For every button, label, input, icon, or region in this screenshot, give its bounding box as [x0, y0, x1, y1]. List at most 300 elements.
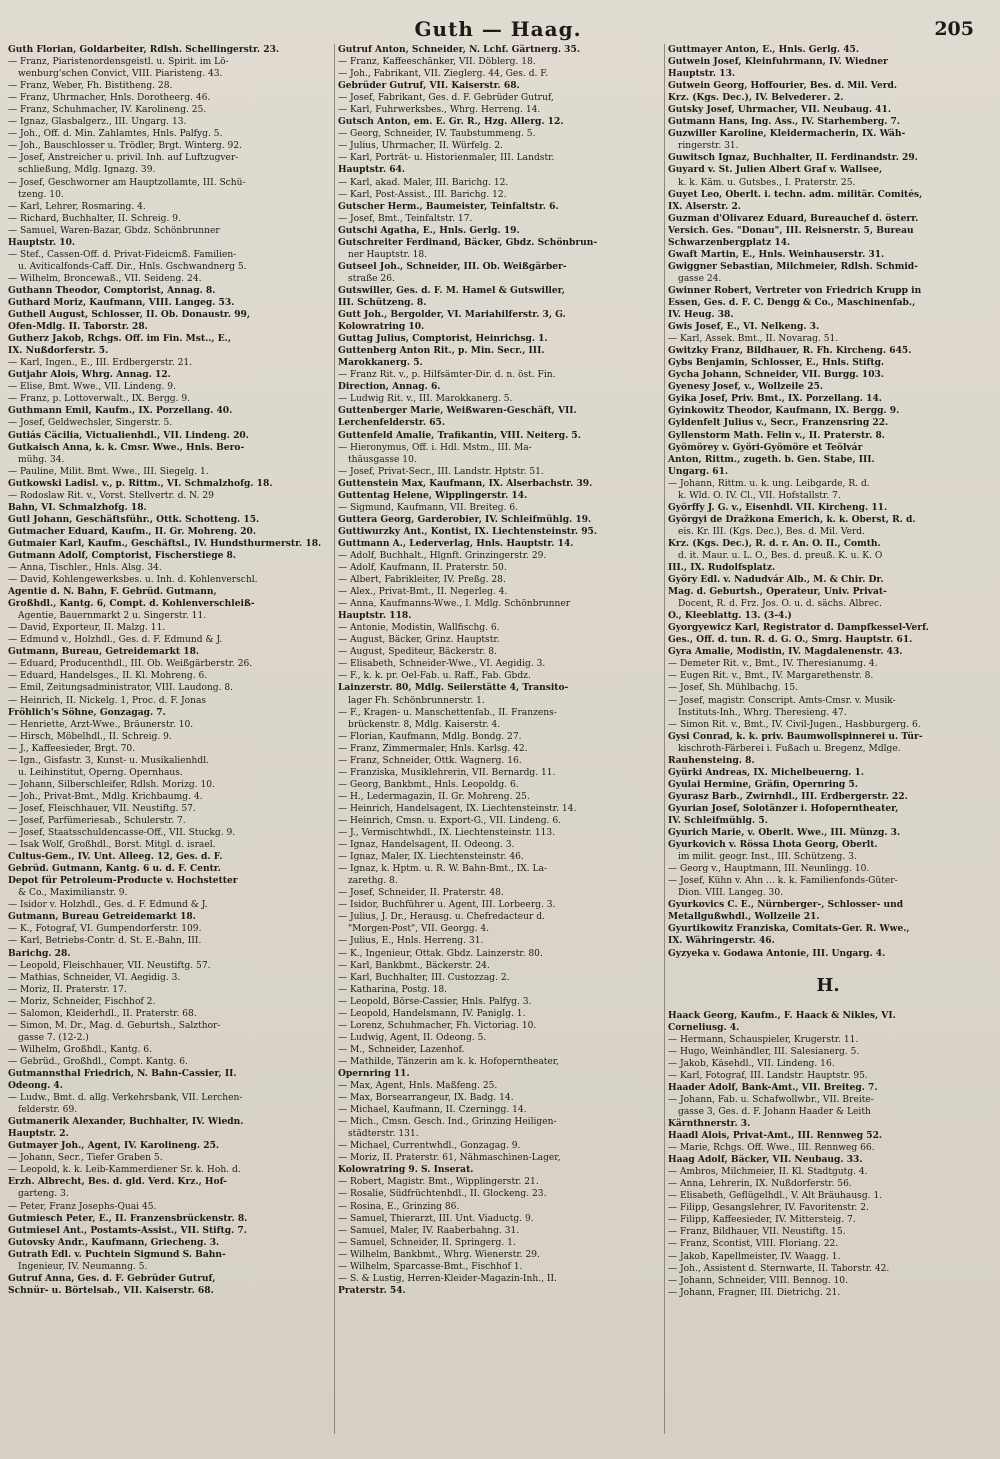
directory-entry: — Karl, Buchhalter, III. Custozzag. 2. [338, 972, 510, 983]
directory-entry: gasse 3, Ges. d. F. Johann Haader & Leith [678, 1106, 871, 1117]
directory-entry: — Karl, Lehrer, Rosmaring. 4. [8, 201, 146, 212]
directory-entry: — Elisabeth, Schneider-Wwe., VI. Aegidig. 3. [338, 659, 546, 670]
directory-entry: — Katharina, Postg. 18. [338, 984, 448, 995]
directory-entry: — Franziska, Musiklehrerin, VII. Bernardg. 11. [338, 767, 556, 778]
directory-entry: Hauptstr. 10. [8, 236, 76, 248]
directory-entry: — Leopold, Fleischhauer, VII. Neustiftg. 57. [8, 960, 211, 971]
directory-entry: — Marie, Rchgs. Off. Wwe., III. Rennweg 66. [668, 1143, 875, 1154]
directory-entry: Gutkaisch Anna, k. k. Cmsr. Wwe., Hnls. Bero- [8, 441, 245, 453]
directory-entry: — Karl, akad. Maler, III. Barichg. 12. [338, 177, 509, 188]
directory-entry: — Josef, Geschworner am Hauptzollamte, III. Schü- [8, 177, 246, 188]
directory-entry: — Franz, p. Lottoverwalt., IX. Bergg. 9. [8, 394, 191, 405]
directory-entry: — Franz, Schuhmacher, IV. Karolineng. 25. [8, 105, 207, 116]
directory-entry: Instituts-Inh., Whrg. Theresieng. 47. [678, 707, 847, 718]
directory-entry: — S. & Lustig, Herren-Kleider-Magazin-Inh., II. [338, 1273, 557, 1284]
directory-entry: Agentie d. N. Bahn, F. Gebrüd. Gutmann, [8, 586, 217, 598]
directory-entry: — Moriz, II. Praterstr. 61, Nähmaschinen-Lager, [338, 1153, 561, 1164]
directory-entry: — Michael, Currentwhdl., Gonzagag. 9. [338, 1141, 521, 1152]
directory-entry: — Adolf, Buchhalt., Hlgnft. Grinzingerstr. 29. [338, 550, 547, 561]
directory-entry: straße 26. [348, 273, 395, 284]
directory-entry: — Joh., Privat-Bmt., Mdlg. Krichbaumg. 4. [8, 791, 203, 802]
directory-entry: Gyömörey v. Györi-Gyömöre et Teölvár [668, 441, 863, 453]
directory-entry: — Elise, Bmt. Wwe., VII. Lindeng. 9. [8, 382, 176, 393]
directory-entry: — Ludwig Rit. v., III. Marokkanerg. 5. [338, 394, 513, 405]
directory-entry: — Julius, E., Hnls. Herreng. 31. [338, 936, 484, 947]
directory-entry: Guttentag Helene, Wipplingerstr. 14. [338, 489, 528, 501]
directory-entry: — Franz Rit. v., p. Hilfsämter-Dir. d. n. öst. Fin. [338, 370, 556, 381]
directory-entry: — Ignaz, k. Hptm. u. R. W. Bahn-Bmt., IX. La- [338, 864, 548, 875]
directory-entry: Haader Adolf, Bank-Amt., VII. Breiteg. 7. [668, 1081, 878, 1093]
directory-entry: — Anna, Lehrerin, IX. Nußdorferstr. 56. [668, 1179, 852, 1190]
directory-entry: Opernring 11. [338, 1067, 410, 1079]
directory-entry: Guttera Georg, Garderobier, IV. Schleifmühlg. 19. [338, 513, 592, 525]
directory-entry: Krz. (Kgs. Dec.), IV. Belvederег. 2. [668, 92, 844, 104]
directory-entry: III. Schützeng. 8. [338, 296, 427, 308]
directory-entry: Györgyi de Dražkona Emerich, k. k. Oberst, R. d. [668, 513, 916, 525]
directory-entry: — Hermann, Schauspieler, Krugerstr. 11. [668, 1034, 859, 1045]
directory-entry: Guth Florian, Goldarbeiter, Rdlsh. Schellingerstr. 23. [8, 44, 280, 55]
directory-entry: — Max, Borsearrangeur, IX. Badg. 14. [338, 1093, 514, 1104]
directory-entry: Gyurkovich v. Rössa Lhota Georg, Oberlt. [668, 839, 878, 851]
page-header [8, 14, 988, 44]
directory-entry: III., IX. Rudolfsplatz. [668, 562, 776, 574]
directory-entry: — Albert, Fabrikleiter, IV. Preßg. 28. [338, 575, 506, 586]
directory-entry: Gutmann Adolf, Comptorist, Fischerstiege 8. [8, 549, 237, 561]
directory-entry: Rauhensteing. 8. [668, 754, 755, 766]
directory-entry: — Moriz, II. Praterstr. 17. [8, 984, 127, 995]
directory-entry: — Franz, Zimmermaler, Hnls. Karlsg. 42. [338, 743, 528, 754]
directory-entry: Gyurtikowitz Franziska, Comitats-Ger. R. Wwe., [668, 923, 910, 935]
directory-entry: IX. Nußdorferstr. 5. [8, 345, 109, 357]
directory-entry: — Johann, Rittm. u. k. ung. Leibgarde, R. d. [668, 478, 870, 489]
directory-entry: — Samuel, Schneider, II. Springerg. 1. [338, 1237, 516, 1248]
directory-entry: Gutseel Joh., Schneider, III. Ob. Weißgärber- [338, 260, 567, 272]
directory-entry: — Johann, Fab. u. Schafwollwbr., VII. Breite- [668, 1094, 874, 1105]
directory-entry: u. Leihinstitut, Operng. Opernhaus. [18, 767, 183, 778]
directory-entry: Ingenieur, IV. Neumanng. 5. [18, 1261, 148, 1272]
directory-entry: Guttenberg Anton Rit., p. Min. Secr., III. [338, 345, 545, 357]
column-1 [8, 44, 328, 1434]
directory-entry: — Pauline, Milit. Bmt. Wwe., III. Siegelg. 1. [8, 466, 209, 477]
directory-entry: — Samuel, Waren-Bazar, Gbdz. Schönbrunner [8, 225, 220, 236]
directory-entry: Gutmayer Joh., Agent, IV. Karolineng. 25. [8, 1140, 220, 1152]
directory-entry: Marokkanerg. 5. [338, 357, 423, 369]
directory-entry: Gutkowski Ladisl. v., p. Rittm., VI. Schmalzhofg. 18. [8, 477, 273, 489]
directory-entry: Schnür- u. Börtelsab., VII. Kaiserstr. 68. [8, 1284, 214, 1296]
directory-entry: tzeng. 10. [18, 189, 64, 200]
directory-entry: mühg. 34. [18, 454, 65, 465]
directory-entry: — Ludwig, Agent, II. Odeong. 5. [338, 1032, 487, 1043]
directory-entry: — Wilhelm, Großhdl., Kantg. 6. [8, 1044, 152, 1055]
directory-entry: Mag. d. Geburtsh., Operateur, Univ. Privat- [668, 586, 887, 598]
directory-entry: Gutovsky Andr., Kaufmann, Griecheng. 3. [8, 1236, 220, 1248]
directory-entry: — Ign., Gisfastr. 3, Kunst- u. Musikalienhdl. [8, 755, 210, 766]
directory-entry: — Anna, Tischler., Hnls. Alsg. 34. [8, 563, 162, 574]
directory-entry: Gutmann, Bureau, Getreidemarkt 18. [8, 646, 200, 658]
directory-entry: Gyurich Marie, v. Oberlt. Wwe., III. Münzg. 3. [668, 827, 901, 839]
directory-entry: Guttiwurzky Ant., Kontist, IX. Liechtensteinstr. 95. [338, 525, 598, 537]
directory-entry: Guwitsch Ignaz, Buchhalter, II. Ferdinandstr. 29. [668, 152, 918, 164]
directory-entry: IX. Alserstr. 2. [668, 200, 741, 212]
directory-entry: Gwiggner Sebastian, Milchmeier, Rdlsh. Schmid- [668, 260, 918, 272]
directory-entry: — Joh., Off. d. Min. Zahlamtes, Hnls. Palfyg. 5. [8, 129, 223, 140]
directory-entry: Direction, Annag. 6. [338, 381, 441, 393]
section-letter: H. [816, 974, 840, 996]
directory-entry: — Julius, J. Dr., Herausg. u. Chefredacteur d. [338, 912, 545, 923]
directory-entry: — Karl, Fotograf, III. Landstr. Hauptstr. 95. [668, 1070, 868, 1081]
directory-entry: — Sigmund, Kaufmann, VII. Breiteg. 6. [338, 502, 519, 513]
directory-entry: Gyinkowitz Theodor, Kaufmann, IX. Bergg. 9. [668, 405, 900, 417]
directory-entry: — Franz, Kaffeeschänker, VII. Döblerg. 18. [338, 57, 536, 68]
directory-entry: — Wilhelm, Broncewaß., VII. Seideng. 24. [8, 273, 202, 284]
directory-entry: — Josef, Privat-Secr., III. Landstr. Hptstr. 51. [338, 466, 544, 477]
directory-entry: — Franz, Schneider, Ottk. Wagnerg. 16. [338, 755, 522, 766]
directory-entry: — Demeter Rit. v., Bmt., IV. Theresianumg. 4. [668, 659, 878, 670]
directory-entry: — Anna, Kaufmanns-Wwe., I. Mdlg. Schönbrunner [338, 599, 571, 610]
directory-entry: — Jakob, Kapellmeister, IV. Waagg. 1. [668, 1251, 841, 1262]
directory-entry: — Julius, Uhrmacher, II. Würfelg. 2. [338, 141, 504, 152]
directory-entry: — Heinrich, Cmsn. u. Export-G., VII. Lindeng. 6. [338, 816, 561, 826]
directory-entry: Gutsky Josef, Uhrmacher, VII. Neubaug. 41. [668, 104, 891, 116]
directory-entry: — Antonie, Modistin, Wallfischg. 6. [338, 623, 500, 634]
directory-entry: IX. Währingerstr. 46. [668, 935, 775, 947]
directory-entry: — Johann, Schneider, VIII. Bennog. 10. [668, 1275, 848, 1286]
directory-entry: — Max, Agent, Hnls. Maßfeng. 25. [338, 1081, 498, 1092]
directory-entry: — Adolf, Kaufmann, II. Praterstr. 50. [338, 563, 507, 574]
directory-entry: — Stef., Cassen-Off. d. Privat-Fideicmß. Familien- [8, 249, 237, 260]
directory-entry: IV. Schleifmühlg. 5. [668, 815, 768, 826]
directory-entry: — Josef, Kühn v. Ahn ... k. k. Familienfonds-Güter- [668, 876, 898, 887]
directory-entry: — Ludw., Bmt. d. allg. Verkehrsbank, VII. Lerchen- [8, 1093, 243, 1104]
directory-entry: — Ignaz, Maler, IX. Liechtensteinstr. 46. [338, 852, 524, 863]
directory-entry: Gutrath Edl. v. Puchtein Sigmund S. Bahn- [8, 1248, 226, 1260]
directory-entry: — Ambros, Milchmeier, II. Kl. Stadtgutg. 4. [668, 1167, 868, 1178]
directory-entry: — Simon, M. Dr., Mag. d. Geburtsh., Salzthor- [8, 1020, 221, 1031]
directory-entry: Corneliusg. 4. [668, 1021, 740, 1033]
directory-entry: — Rosina, E., Grinzing 86. [338, 1201, 460, 1212]
directory-entry: — Leopold, Handelsmann, IV. Paniglg. 1. [338, 1008, 526, 1019]
directory-entry: — Alex., Privat-Bmt., II. Negerleg. 4. [338, 587, 508, 598]
directory-entry: O., Kleeblattg. 13. (3-4.) [668, 610, 792, 622]
directory-entry: Gutt Joh., Bergolder, VI. Mariahilferstr. 3, G. [338, 309, 566, 321]
directory-entry: — Richard, Buchhalter, II. Schreig. 9. [8, 213, 181, 224]
directory-entry: Lerchenfelderstr. 65. [338, 417, 446, 429]
directory-entry: Docent, R. d. Frz. Jos. O. u. d. sächs. Albrec. [678, 599, 883, 610]
directory-entry: — Samuel, Thierarzt, III. Unt. Viaductg. 9. [338, 1213, 534, 1224]
directory-entry: — Josef, Staatsschuldencasse-Off., VII. Stuckg. 9. [8, 828, 236, 839]
directory-entry: Gutruf Anna, Ges. d. F. Gebrüder Gutruf, [8, 1272, 216, 1284]
directory-entry: Großhdl., Kantg. 6, Compt. d. Kohlenverschleiß- [8, 598, 255, 610]
directory-entry: Haadl Alois, Privat-Amt., III. Rennweg 52. [668, 1130, 883, 1142]
directory-entry: Gutherz Jakob, Rchgs. Off. im Fin. Mst.., E., [8, 333, 231, 345]
directory-entry: Cultus-Gem., IV. Unt. Alleeg. 12, Ges. d. F. [8, 851, 223, 863]
directory-entry: lager Fh. Schönbrunnerstr. 1. [348, 695, 485, 706]
directory-entry: — M., Schneider, Lazenhof. [338, 1044, 465, 1055]
directory-entry: städterstr. 131. [348, 1129, 419, 1140]
directory-entry: — Franz, Weber, Fh. Bistitheng. 28. [8, 81, 173, 92]
directory-entry: — Salomon, Kleiderhdl., II. Praterstr. 68. [8, 1008, 197, 1019]
directory-entry: — Simon Rit. v., Bmt., IV. Civil-Jugen., Hasbburgerg. 6. [668, 719, 921, 730]
directory-entry: — Heinrich, II. Nickelg. 1, Proc. d. F. Jonas [8, 695, 207, 706]
directory-entry: gasse 7. (12-2.) [18, 1032, 89, 1043]
directory-entry: — Karl, Bankbmt., Bäckerstr. 24. [338, 960, 490, 971]
directory-entry: Gutiás Cäcilia, Victualienhdl., VII. Lindeng. 20. [8, 429, 249, 441]
directory-entry: wenburg'schen Convict, VIII. Piaristeng. 43. [18, 69, 223, 80]
directory-entry: Erzh. Albrecht, Bes. d. gld. Verd. Krz., Hof- [8, 1176, 227, 1188]
directory-entry: Guthell August, Schlosser, II. Ob. Donaustr. 99, [8, 309, 251, 321]
directory-entry: — K., Fotograf, VI. Gumpendorferstr. 109. [8, 924, 202, 935]
directory-entry: — Mathilde, Tänzerin am k. k. Hofoperntheater, [338, 1056, 560, 1067]
directory-entry: Kärnthnerstr. 3. [668, 1117, 751, 1129]
directory-entry: — Moriz, Schneider, Fischhof 2. [8, 996, 156, 1007]
directory-entry: Barichg. 28. [8, 947, 71, 959]
directory-entry: Guthann Theodor, Comptorist, Annag. 8. [8, 284, 216, 296]
directory-entry: Hauptstr. 2. [8, 1128, 69, 1140]
directory-entry: Gutmiesel Ant., Postamts-Assist., VII. Stiftg. 7. [8, 1224, 247, 1236]
directory-entry: — Isidor, Buchführer u. Agent, III. Lorbeerg. 3. [338, 900, 556, 911]
directory-entry: ner Hauptstr. 18. [348, 249, 428, 260]
directory-entry: — Gebrüd., Großhdl., Compt. Kantg. 6. [8, 1056, 188, 1067]
directory-entry: — David, Exporteur, II. Malzg. 11. [8, 623, 166, 634]
directory-entry: Essen, Ges. d. F. C. Dengg & Co., Maschinenfab., [668, 296, 916, 308]
directory-entry: Guttmann A., Lederverlag, Hnls. Hauptstr. 14. [338, 537, 574, 549]
directory-entry: Gutmanerik Alexander, Buchhalter, IV. Wiedn. [8, 1116, 244, 1128]
directory-entry: — Georg, Bankbmt., Hnls. Leopoldg. 6. [338, 779, 519, 790]
directory-entry: Gyurkovics C. E., Nürnberger-, Schlosser- und [668, 899, 904, 911]
directory-entry: — Karl, Porträt- u. Historienmaler, III. Landstr. [338, 153, 555, 164]
directory-entry: — Josef, Fleischhauer, VII. Neustiftg. 57. [8, 803, 196, 814]
directory-entry: — Josef, Sh. Mühlbachg. 15. [668, 683, 799, 694]
directory-entry: garteng. 3. [18, 1189, 69, 1200]
directory-entry: Guttag Julius, Comptorist, Heinrichsg. 1. [338, 333, 548, 345]
directory-entry: — J., Vermischtwhdl., IX. Liechtensteinstr. 113. [338, 828, 556, 839]
directory-entry: "Morgen-Post", VII. Georgg. 4. [348, 924, 490, 935]
directory-entry: ringerstr. 31. [678, 141, 739, 152]
directory-entry: Hauptstr. 64. [338, 164, 406, 176]
directory-entry: Guyard v. St. Julien Albert Graf v. Wallsee, [668, 164, 883, 176]
directory-entry: Guyet Leo, Oberlt. i. techn. adm. militär. Comités, [668, 188, 923, 200]
directory-entry: — August, Spediteur, Bäckerstr. 8. [338, 647, 497, 658]
directory-entry: Gwis Josef, E., VI. Nelkeng. 3. [668, 321, 820, 333]
directory-entry: Gutschi Agatha, E., Hnls. Gerlg. 19. [338, 224, 520, 236]
directory-entry: kischroth-Färberei i. Fußach u. Bregenz, Mdlge. [678, 743, 901, 754]
directory-entry: — J., Kaffeesieder, Brgt. 70. [8, 743, 136, 754]
directory-entry: — Henriette, Arzt-Wwe., Bräunerstr. 10. [8, 719, 194, 730]
directory-entry: Fröhlich's Söhne, Gonzagag. 7. [8, 706, 166, 718]
directory-entry: Gutruf Anton, Schneider, N. Lchf. Gärtnerg. 35. [338, 44, 580, 55]
directory-entry: Gysi Conrad, k. k. priv. Baumwollspinnerei u. Tür- [668, 730, 923, 742]
directory-entry: Gyürki Andreas, IX. Michelbeuerng. 1. [668, 766, 864, 778]
directory-entry: — Robert, Magistr. Bmt., Wipplingerstr. 21. [338, 1177, 539, 1188]
directory-entry: — Lorenz, Schuhmacher, Fh. Victoriag. 10. [338, 1020, 537, 1031]
directory-entry: — Hugo, Weinhändler, III. Salesianerg. 5. [668, 1046, 860, 1057]
directory-entry: brückenstr. 8, Mdlg. Kaiserstr. 4. [348, 719, 501, 730]
directory-entry: Lainzerstr. 80, Mdlg. Seilerstätte 4, Transito- [338, 682, 569, 694]
directory-entry: Ungarg. 61. [668, 465, 729, 477]
directory-entry: Versich. Ges. "Donau", III. Reisnerstr. 5, Bureau [668, 224, 914, 236]
directory-entry: — Johann, Silberschleifer, Rdlsh. Morizg. 10. [8, 779, 215, 790]
directory-entry: Gyzyeka v. Godawa Antonie, III. Ungarg. 4. [668, 947, 886, 959]
page-number: 205 [934, 18, 974, 40]
directory-entry: Gyorgyewicz Karl, Registrator d. Dampfkessel-Verf. [668, 622, 929, 634]
directory-entry: zarethg. 8. [348, 876, 398, 887]
column-2 [334, 44, 658, 1434]
directory-entry: k. k. Käm. u. Gutsbes., I. Praterstr. 25. [678, 177, 856, 188]
directory-entry: — Georg v., Hauptmann, III. Neunlingg. 10. [668, 864, 870, 875]
directory-entry: Gutmann, Bureau Getreidemarkt 18. [8, 911, 196, 923]
directory-entry: — Wilhelm, Bankbmt., Whrg. Wienerstr. 29. [338, 1249, 540, 1260]
directory-entry: — David, Kohlengewerksbes. u. Inh. d. Kohlenverschl. [8, 575, 258, 586]
directory-entry: Guthmann Emil, Kaufm., IX. Porzellang. 40. [8, 405, 233, 417]
directory-entry: Depot für Petroleum-Producte v. Hochstetter [8, 875, 238, 887]
directory-entry: Gutl Johann, Geschäftsführ., Ottk. Schotteng. 15. [8, 513, 260, 525]
directory-entry: — Franz, Bildhauer, VII. Neustiftg. 15. [668, 1227, 846, 1238]
directory-entry: — Samuel, Maler, IV. Raaberbahng. 31. [338, 1225, 520, 1236]
directory-entry: — Florian, Kaufmann, Mdlg. Bondg. 27. [338, 731, 522, 742]
directory-entry: — Karl, Assek. Bmt., II. Novarag. 51. [668, 334, 839, 345]
directory-entry: — Ignaz, Handelsagent, II. Odeong. 3. [338, 840, 515, 851]
directory-entry: — Edmund v., Holzhdl., Ges. d. F. Edmund & J. [8, 635, 223, 646]
directory-entry: Gyldenfelt Julius v., Secr., Franzensring 22. [668, 417, 889, 429]
directory-entry: d. it. Maur. u. L. O., Bes. d. preuß. K. u. K. O [678, 550, 883, 561]
columns [8, 44, 988, 1434]
directory-entry: Guzman d'Olivarez Eduard, Bureauchef d. österr. [668, 212, 919, 224]
directory-entry: — F., k. k. pr. Oel-Fab. u. Raff., Fab. Gbdz. [338, 671, 531, 682]
directory-entry: Gyenesy Josef, v., Wollzeile 25. [668, 381, 824, 393]
directory-entry: Gyika Josef, Priv. Bmt., IX. Porzellang. 14. [668, 393, 882, 405]
directory-entry: Gyurian Josef, Solotänzer i. Hofoperntheater, [668, 802, 899, 814]
directory-entry: Gutsch Anton, em. E. Gr. R., Hzg. Allerg. 12. [338, 116, 564, 128]
directory-entry: Gutwein Georg, Hoffourier, Bes. d. Mil. Verd. [668, 80, 898, 92]
directory-entry: — Emil, Zeitungsadministrator, VIII. Laudong. 8. [8, 683, 234, 694]
directory-entry: Praterstr. 54. [338, 1284, 406, 1296]
directory-entry: felderstr. 69. [18, 1105, 78, 1116]
directory-entry: Gutmann Hans, Ing. Ass., IV. Starhemberg. 7. [668, 116, 901, 128]
directory-entry: — Karl, Fuhrwerksbes., Whrg. Herreng. 14. [338, 105, 541, 116]
directory-entry: Guzwiller Karoline, Kleidermacherin, IX. Wäh- [668, 128, 906, 140]
directory-entry: Gwaft Martin, E., Hnls. Weinhauserstr. 31. [668, 248, 885, 260]
directory-entry: Kolowratring 10. [338, 321, 425, 333]
directory-entry: Gwitzky Franz, Bildhauer, R. Fh. Kircheng. 645. [668, 345, 912, 357]
directory-entry: eis. Kr. III. (Kgs. Dec.), Bes. d. Mil. Verd. [678, 526, 866, 537]
directory-entry: Gycha Johann, Schneider, VII. Burgg. 103. [668, 369, 885, 381]
page-title: Guth — Haag. [414, 17, 582, 41]
directory-entry: — Leopold, k. k. Leib-Kammerdiener Sr. k. Hoh. d. [8, 1165, 241, 1176]
directory-entry: Gyurasz Barb., Zwirnhdl., III. Erdbergerstr. 22. [668, 790, 908, 802]
directory-entry: Gutmannsthal Friedrich, N. Bahn-Cassier, II. [8, 1067, 237, 1079]
column-3 [664, 44, 988, 1434]
directory-entry: — Georg, Schneider, IV. Taubstummeng. 5. [338, 129, 536, 140]
directory-entry: — Johann, Secr., Tiefer Graben 5. [8, 1153, 163, 1164]
directory-entry: Haack Georg, Kaufm., F. Haack & Nikles, VI. [668, 1009, 896, 1021]
directory-entry: Gybs Benjamin, Schlosser, E., Hnls. Stiftg. [668, 357, 885, 369]
directory-entry: — H., Ledermagazin, II. Gr. Mohreng. 25. [338, 791, 530, 802]
directory-entry: Odeong. 4. [8, 1080, 63, 1092]
directory-entry: — Ignaz, Glasbalgerz., III. Ungarg. 13. [8, 117, 187, 128]
directory-entry: Györy Edl. v. Nadudvár Alb., M. & Chir. Dr. [668, 574, 884, 586]
directory-entry: Györffy J. G. v., Eisenhdl. VII. Kircheng. 11. [668, 501, 888, 513]
directory-entry: — Elisabeth, Geflügelhdl., V. Alt Bräuhausg. 1. [668, 1191, 883, 1202]
directory-entry: — K., Ingenieur, Ottak. Gbdz. Lainzerstr. 80. [338, 948, 543, 959]
directory-entry: Gebrüder Gutruf, VII. Kaiserstr. 68. [338, 80, 520, 92]
directory-entry: — Eduard, Handelsges., II. Kl. Mohreng. 6. [8, 671, 208, 682]
directory-entry: — Michael, Kaufmann, II. Czerningg. 14. [338, 1105, 527, 1116]
directory-entry: Guttenfeld Amalie, Trafikantin, VIII. Neiterg. 5. [338, 429, 581, 441]
directory-entry: gasse 24. [678, 273, 722, 284]
directory-entry: — Isak Wolf, Großhdl., Borst. Mitgl. d. israel. [8, 840, 216, 851]
directory-entry: Gutswiller, Ges. d. F. M. Hamel & Gutswiller, [338, 284, 565, 296]
directory-entry: — Hieronymus, Off. i. Hdl. Mstm., III. Ma- [338, 442, 532, 453]
directory-entry: Gyllenstorm Math. Felin v., II. Praterstr. 8. [668, 429, 885, 441]
directory-entry: Guthard Moriz, Kaufmann, VIII. Langeg. 53. [8, 296, 235, 308]
directory-entry: Guttmayer Anton, E., Hnls. Gerlg. 45. [668, 44, 860, 55]
directory-entry: — Josef, Bmt., Teinfaltstr. 17. [338, 213, 473, 224]
directory-entry: — Karl, Betriebs-Contr. d. St. E.-Bahn, III. [8, 936, 202, 947]
directory-entry: — Rosalie, Südfrüchtenhdl., II. Glockeng. 23. [338, 1189, 547, 1200]
directory-entry: — Karl, Ingen., E., III. Erdbergerstr. 21. [8, 358, 193, 369]
directory-entry: Gwinner Robert, Vertreter von Friedrich Krupp in [668, 284, 922, 296]
directory-entry: — F., Kragen- u. Manschettenfab., II. Franzens- [338, 707, 557, 718]
directory-entry: Gutjahr Alois, Whrg. Annag. 12. [8, 369, 171, 381]
directory-entry: — Josef, Geldwechsler, Singerstr. 5. [8, 418, 173, 429]
directory-entry: & Co., Maximilianstr. 9. [18, 888, 128, 899]
directory-entry: Gyra Amalie, Modistin, IV. Magdalenenstr. 43. [668, 646, 903, 658]
directory-entry: Gyulai Hermine, Gräfin, Opernring 5. [668, 778, 858, 790]
directory-entry: Ges., Off. d. tun. R. d. G. O., Smrg. Hauptstr. 61. [668, 634, 913, 646]
directory-entry: Hauptstr. 13. [668, 68, 736, 80]
directory-entry: — Franz, Uhrmacher, Hnls. Dorotheerg. 46. [8, 93, 211, 104]
directory-entry: — Heinrich, Handelsagent, IX. Liechtensteinstr. 14. [338, 803, 577, 814]
directory-entry: — Joh., Assistent d. Sternwarte, II. Taborstr. 42. [668, 1263, 890, 1274]
directory-entry: — Karl, Post-Assist., III. Barichg. 12. [338, 189, 507, 200]
directory-entry: Gutmaier Karl, Kaufm., Geschäftsl., IV. Hundsthurmerstr. 18. [8, 537, 322, 549]
directory-entry: Agentie, Bauernmarkt 2 u. Singerstr. 11. [18, 611, 207, 622]
directory-entry: — Isidor v. Holzhdl., Ges. d. F. Edmund & J. [8, 900, 208, 911]
directory-entry: — Wilhelm, Sparcasse-Bmt., Fischhof 1. [338, 1261, 523, 1272]
directory-entry: Gutscher Herm., Baumeister, Teinfaltstr. 6. [338, 200, 559, 212]
directory-entry: thäusgasse 10. [348, 454, 417, 465]
directory-entry: — Rodoslaw Rit. v., Vorst. Stellvertr. d. N. 29 [8, 490, 214, 501]
directory-entry: Guttenberger Marie, Weißwaren-Geschäft, VII. [338, 405, 577, 417]
directory-entry: Gutmiesch Peter, E., II. Franzensbrückenstr. 8. [8, 1212, 248, 1224]
directory-entry: — Filipp, Kaffeesieder, IV. Mittersteig. 7. [668, 1215, 856, 1226]
directory-entry: Gutmacher Eduard, Kaufm., II. Gr. Mohreng. 20. [8, 525, 257, 537]
directory-entry: — August, Bäcker, Grinz. Hauptstr. [338, 635, 500, 646]
directory-entry: schließung, Mdlg. Ignazg. 39. [18, 165, 156, 176]
directory-entry: — Eduard, Producenthdl., III. Ob. Weißgärberstr. 26. [8, 659, 253, 670]
directory-entry: — Josef, Fabrikant, Ges. d. F. Gebrüder Gutruf, [338, 93, 554, 104]
directory-entry: Kolowratring 9. S. Inserat. [338, 1164, 474, 1176]
directory-entry: Krz. (Kgs. Dec.), R. d. r. An. O. II., Comth. [668, 537, 881, 549]
directory-entry: k. Wld. O. IV. Cl., VII. Hofstallstr. 7. [678, 490, 841, 501]
directory-entry: — Leopold, Börse-Cassier, Hnls. Palfyg. 3. [338, 996, 532, 1007]
directory-entry: Gutschreiter Ferdinand, Bäcker, Gbdz. Schönbrun- [338, 236, 598, 248]
directory-entry: Gebrüd. Gutmann, Kantg. 6 u. d. F. Centr. [8, 863, 221, 875]
directory-entry: Schwarzenbergplatz 14. [668, 236, 791, 248]
directory-entry: — Josef, magistr. Conscript. Amts-Cmsr. v. Musik- [668, 695, 896, 706]
directory-entry: im milit. geogr. Inst., III. Schützeng. 3. [678, 852, 857, 863]
directory-entry: — Johann, Fragner, III. Dietrichg. 21. [668, 1287, 841, 1298]
directory-entry: — Mich., Cmsn. Gesch. Ind., Grinzing Heiligen- [338, 1117, 557, 1128]
directory-entry: Bahn, VI. Schmalzhofg. 18. [8, 501, 147, 513]
directory-entry: Guttenstein Max, Kaufmann, IX. Alserbachstr. 39. [338, 477, 593, 489]
directory-entry: — Josef, Anstreicher u. privil. Inh. auf Luftzugver- [8, 153, 239, 164]
directory-entry: — Peter, Franz Josephs-Quai 45. [8, 1201, 157, 1212]
directory-entry: — Franz, Piaristenordensgeistl. u. Spirit. im Lö- [8, 57, 229, 68]
directory-entry: Haag Adolf, Bäcker, VII. Neubaug. 33. [668, 1154, 863, 1166]
directory-entry: IV. Heug. 38. [668, 309, 734, 321]
directory-entry: — Eugen Rit. v., Bmt., IV. Margarethenstr. 8. [668, 671, 874, 682]
